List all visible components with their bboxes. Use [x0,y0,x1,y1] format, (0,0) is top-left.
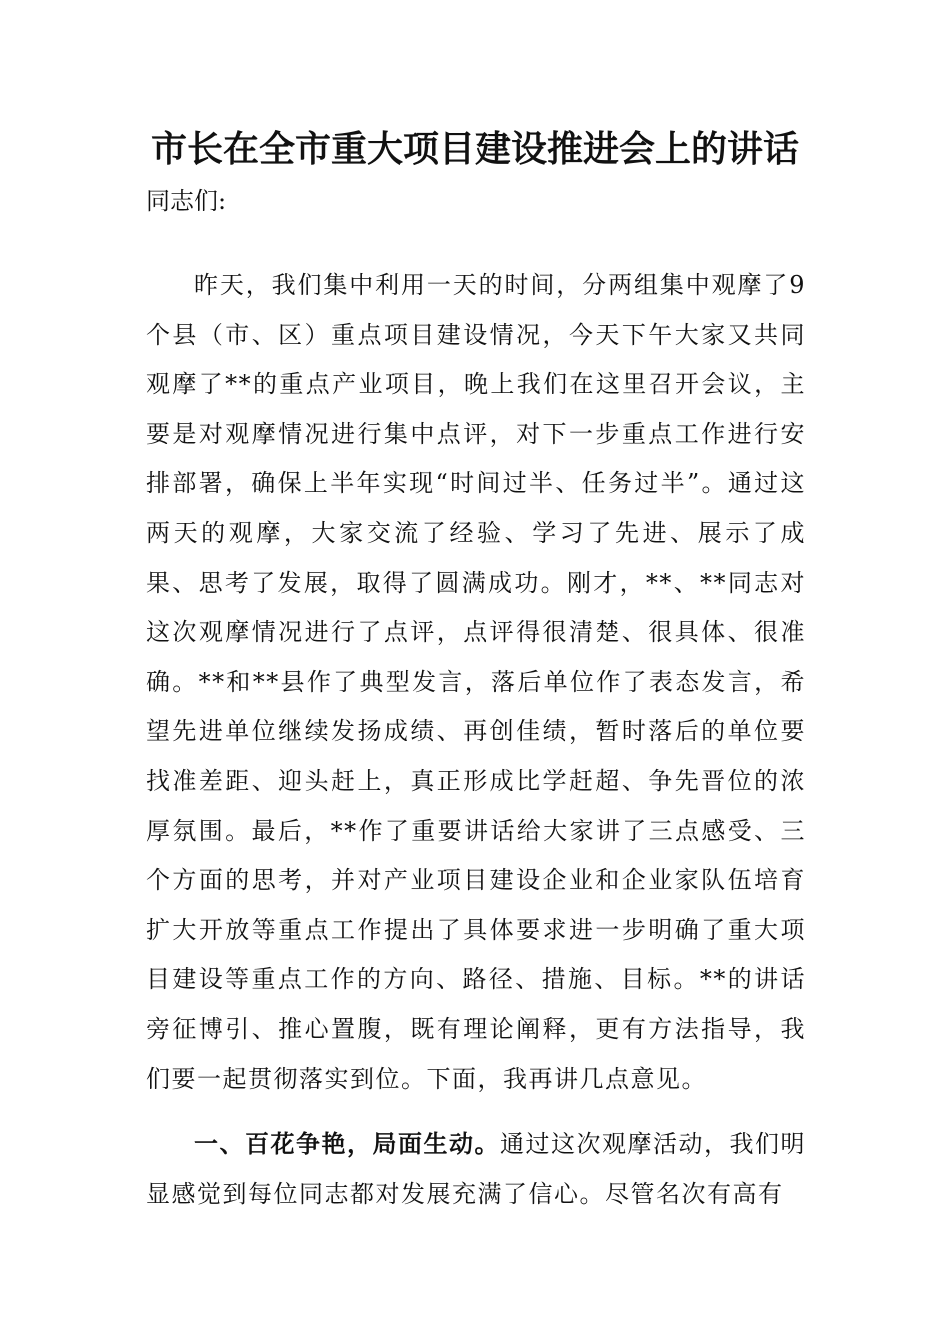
document-title: 市长在全市重大项目建设推进会上的讲话 [150,128,799,170]
paragraph-2-text: 通过这次观摩活动，我们明显感觉到每位同志都对发展充满了信心。尽管名次有高有 [146,1130,806,1208]
paragraph-1 [146,261,806,1104]
paragraph-1-text: 昨天，我们集中利用一天的时间，分两组集中观摩了9个县（市、区）重点项目建设情况，今天下午大家又共同观摩了**的重点产业项目，晚上我们在这里召开会议，主要是对观摩情况进行集中点评，对下一步重点工作进行安排部署，确保上半年实现“时间过半、任务过半”。通过这两天的观摩，大家交流了经验、学习了先进、展示了成果、思考了发展，取得了圆满成功。刚才，**、**同志对这次观摩情况进行了点评，点评得很清楚、很具体、很准确。**和**县作了典型发言，落后单位作了表态发言，希望先进单位继续发扬成绩、再创佳绩，暂时落后的单位要找准差距、迎头赶上，真正形成比学赶超、争先晋位的浓厚氛围。最后，**作了重要讲话给大家讲了三点感受、三个方面的思考，并对产业项目建设企业和企业家队伍培育扩大开放等重点工作提出了具体要求进一步明确了重大项目建设等重点工作的方向、路径、措施、目标。**的讲话旁征博引、推心置腹，既有理论阐释，更有方法指导，我们要一起贯彻落实到位。下面，我再讲几点意见。 [146,271,806,1093]
section-heading-1: 一、百花争艳，局面生动。 [194,1129,500,1158]
paragraph-2 [146,1119,806,1219]
salutation: 同志们: [146,187,227,215]
